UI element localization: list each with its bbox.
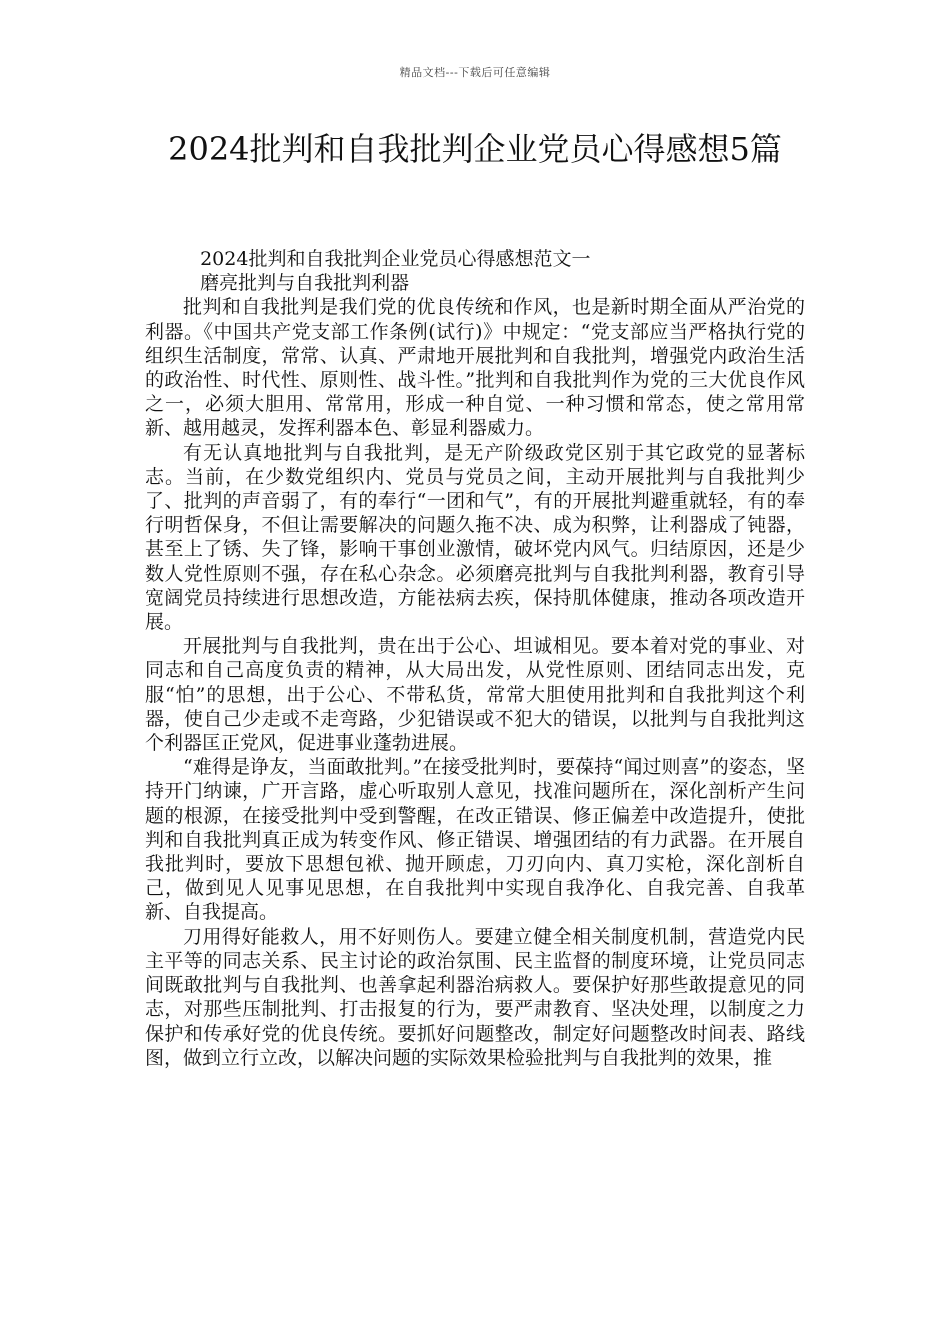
section-heading: 2024批判和自我批判企业党员心得感想范文一: [200, 248, 591, 270]
body-paragraph: “难得是诤友，当面敢批判。”在接受批判时，要葆持“闻过则喜”的姿态，坚持开门纳谏，广开言路，虚心听取别人意见，找准问题所在，深化剖析产生问题的根源，在接受批判中受到警醒，在改正错误、修正偏差中改造提升，使批判和自我批判真正成为转变作风、修正错误、增强团结的有力武器。在开展自我批判时，要放下思想包袱、抛开顾虑，刀刃向内、真刀实枪，深化剖析自己，做到见人见事见思想，在自我批判中实现自我净化、自我完善、自我革新、自我提高。: [145, 756, 805, 924]
body-paragraph: 开展批判与自我批判，贵在出于公心、坦诚相见。要本着对党的事业、对同志和自己高度负责的精神，从大局出发，从党性原则、团结同志出发，克服“怕”的思想，出于公心、不带私货，常常大胆使用批判和自我批判这个利器，使自己少走或不走弯路，少犯错误或不犯大的错误，以批判与自我批判这个利器匡正党风，促进事业蓬勃进展。: [145, 635, 805, 755]
page-header-note: 精品文档---下载后可任意编辑: [399, 66, 551, 79]
body-paragraph: 批判和自我批判是我们党的优良传统和作风，也是新时期全面从严治党的利器。《中国共产党支部工作条例(试行)》中规定：“党支部应当严格执行党的组织生活制度，常常、认真、严肃地开展批判和自我批判，增强党内政治生活的政治性、时代性、原则性、战斗性。”批判和自我批判作为党的三大优良作风之一，必须大胆用、常常用，形成一种自觉、一种习惯和常态，使之常用常新、越用越灵，发挥利器本色、彰显利器威力。: [145, 296, 805, 440]
sub-heading: 磨亮批判与自我批判利器: [200, 272, 410, 295]
body-paragraph: 有无认真地批判与自我批判，是无产阶级政党区别于其它政党的显著标志。当前，在少数党组织内、党员与党员之间，主动开展批判与自我批判少了、批判的声音弱了，有的奉行“一团和气”，有的开展批判避重就轻，有的奉行明哲保身，不但让需要解决的问题久拖不决、成为积弊，让利器成了钝器，甚至上了锈、失了锋，影响干事创业激情，破坏党内风气。归结原因，还是少数人党性原则不强，存在私心杂念。必须磨亮批判与自我批判利器，教育引导宽阔党员持续进行思想改造，方能祛病去疾，保持肌体健康，推动各项改造开展。: [145, 441, 805, 634]
body-paragraph: 刀用得好能救人，用不好则伤人。要建立健全相关制度机制，营造党内民主平等的同志关系、民主讨论的政治氛围、民主监督的制度环境，让党员同志间既敢批判与自我批判、也善拿起利器治病救人。要保护好那些敢提意见的同志，对那些压制批判、打击报复的行为，要严肃教育、坚决处理，以制度之力保护和传承好党的优良传统。要抓好问题整改，制定好问题整改时间表、路线图，做到立行立改，以解决问题的实际效果检验批判与自我批判的效果，推: [145, 925, 805, 1069]
document-body: [145, 247, 805, 1070]
document-title: 2024批判和自我批判企业党员心得感想5篇: [168, 130, 782, 168]
